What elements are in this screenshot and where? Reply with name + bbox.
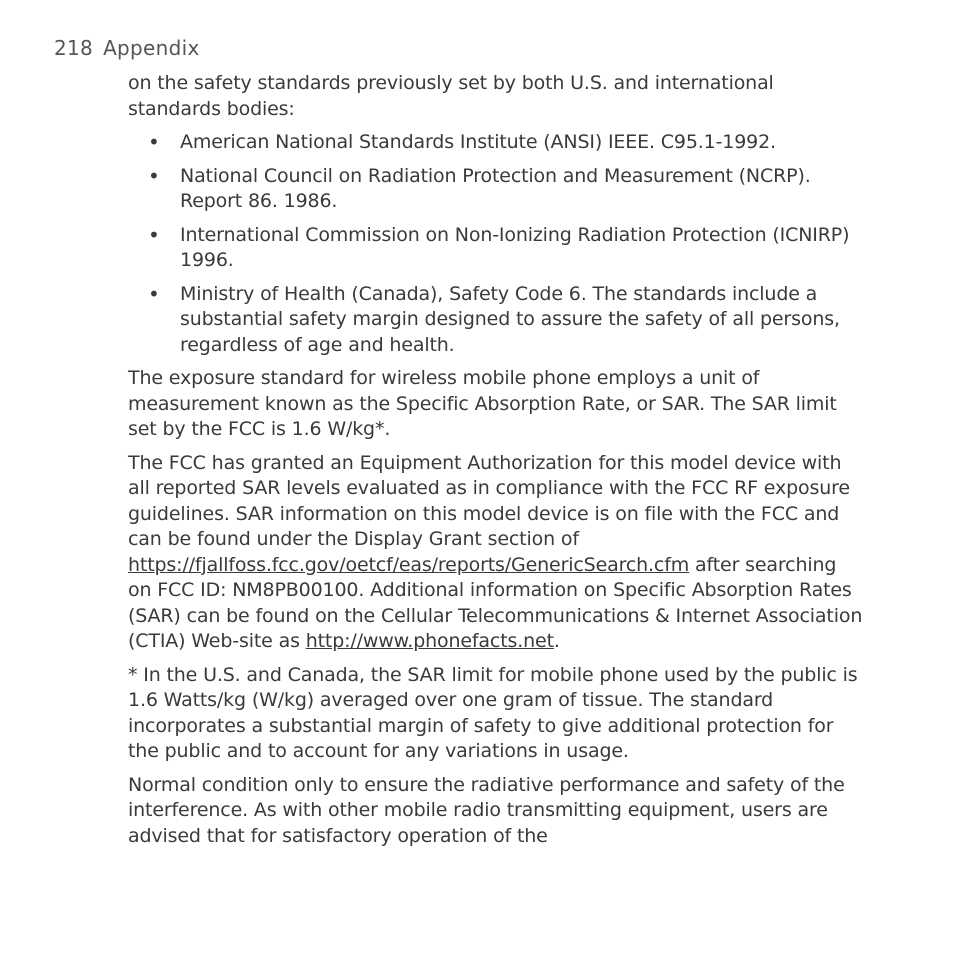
bullet-icon: • (148, 222, 160, 247)
intro-paragraph: on the safety standards previously set by both U.S. and international standards bodies: (128, 72, 774, 120)
list-item-text: American National Standards Institute (ANSI) IEEE. C95.1-1992. (180, 131, 776, 153)
list-item-text: International Commission on Non-Ionizing Radiation Protection (ICNIRP) 1996. (180, 223, 850, 271)
fcc-text-part1: The FCC has granted an Equipment Authorization for this model device with all reported SAR levels evaluated as in compliance with the FCC RF exposure guidelines. SAR information on this model device is on file with the FCC and can be found under the Display Grant section of (128, 451, 850, 550)
page-number: 218 (54, 36, 94, 60)
list-item (128, 282, 863, 359)
page-header (54, 36, 200, 60)
fcc-text-part2: after searching on FCC ID: NM8PB00100. Additional information on Specific Absorption Rates (SAR) can be found on the Cellular Telecommunications & Internet Association (CTIA) Web-site as (128, 553, 863, 652)
bullet-icon: • (148, 281, 160, 306)
fcc-report-link[interactable]: https://fjallfoss.fcc.gov/oetcf/eas/reports/GenericSearch.cfm (128, 553, 690, 576)
list-item-text: National Council on Radiation Protection and Measurement (NCRP). Report 86. 1986. (180, 164, 811, 212)
standards-list (128, 130, 863, 358)
exposure-paragraph: The exposure standard for wireless mobile phone employs a unit of measurement known as the Specific Absorption Rate, or SAR. The SAR limit set by the FCC is 1.6 W/kg*. (128, 367, 837, 440)
list-item (128, 223, 863, 274)
phonefacts-link[interactable]: http://www.phonefacts.net (305, 630, 554, 652)
section-title: Appendix (103, 36, 200, 60)
list-item (128, 164, 863, 215)
fcc-text-part3: . (553, 630, 560, 652)
list-item (128, 130, 863, 156)
normal-condition-paragraph: Normal condition only to ensure the radiative performance and safety of the interference. As with other mobile radio transmitting equipment, users are advised that for satisfactory operation of the (128, 773, 845, 847)
bullet-icon: • (148, 163, 160, 188)
document-body (128, 71, 863, 857)
list-item-text: Ministry of Health (Canada), Safety Code 6. The standards include a substantial safety margin designed to assure the safety of all persons, regardless of age and health. (180, 282, 840, 356)
footnote-paragraph: * In the U.S. and Canada, the SAR limit for mobile phone used by the public is 1.6 Watts/kg (W/kg) averaged over one gram of tissue. The standard incorporates a substantial margin of safety to give additional protection for the public and to account for any variations in usage. (128, 663, 858, 762)
fcc-paragraph (128, 451, 863, 655)
bullet-icon: • (148, 130, 160, 154)
